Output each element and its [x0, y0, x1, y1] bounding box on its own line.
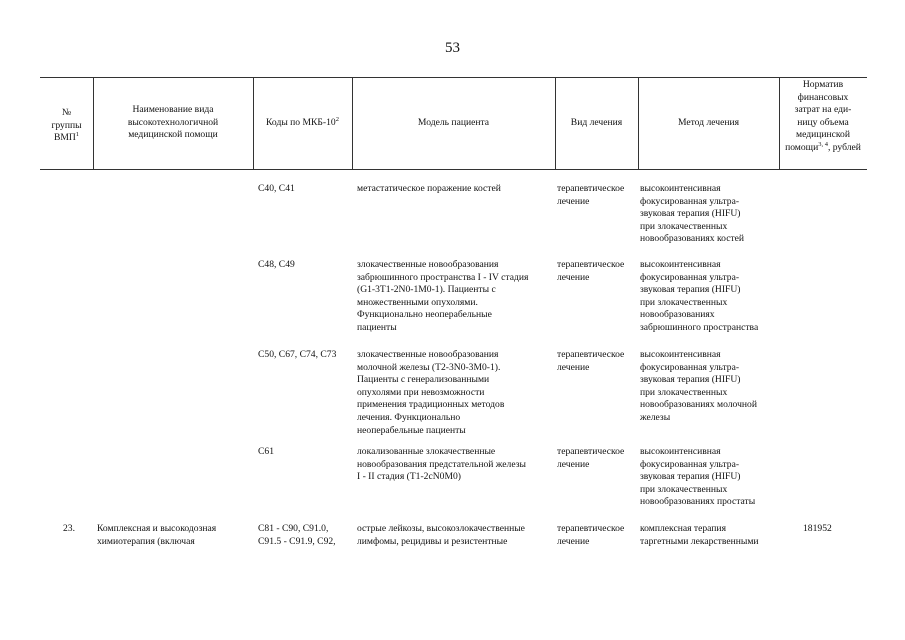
table-row-treatment-method: высокоинтенсивная фокусированная ультра- звуковая терапия (HIFU) при злокачественных новообразованиях костей [640, 183, 745, 245]
header-treatment-type: Вид лечения [570, 117, 623, 128]
table-row-financial-norm: 181952 [803, 523, 832, 534]
table-row-patient-model: острые лейкозы, высокозлокачественные лимфомы, рецидивы и резистентные [357, 523, 525, 547]
table-row-codes: C61 [258, 446, 274, 457]
table-top-border [40, 77, 867, 78]
table-row-treatment-type: терапевтическое лечение [557, 349, 625, 373]
table-row-treatment-type: терапевтическое лечение [557, 183, 625, 207]
table-row-treatment-method: комплексная терапия таргетными лекарственными [640, 523, 759, 547]
header-care-type-name: Наименование вида высокотехнологичной медицинской помощи [127, 104, 219, 141]
header-icd-codes: Коды по МКБ-$10^2$ [266, 116, 339, 128]
table-row-codes: C40, C41 [258, 183, 295, 194]
table-row-codes: C48, C49 [258, 259, 295, 270]
table-row-patient-model: злокачественные новообразования молочной железы (T2-3N0-3M0-1). Пациенты с генерализованными опухолями при невозможности применения традиционных методов лечения. Функционально неоперабельные пациенты [357, 349, 505, 436]
table-row-codes: C81 - C90, C91.0, C91.5 - C91.9, C92, [258, 523, 336, 547]
table-row-patient-model: метастатическое поражение костей [357, 183, 501, 194]
header-treatment-method: Метод лечения [677, 117, 740, 128]
table-row-patient-model: локализованные злокачественные новообразования предстательной железы I - II стадия (T1-2cN0M0) [357, 446, 526, 483]
table-row-treatment-type: терапевтическое лечение [557, 446, 625, 470]
table-row-treatment-type: терапевтическое лечение [557, 259, 625, 283]
page-number: 53 [445, 40, 460, 56]
table-row-treatment-method: высокоинтенсивная фокусированная ультра- звуковая терапия (HIFU) при злокачественных новообразованиях забрюшинного пространства [640, 259, 759, 333]
table-row-care-type-name: Комплексная и высокодозная химиотерапия (включая [97, 523, 217, 547]
table-row-treatment-method: высокоинтенсивная фокусированная ультра- звуковая терапия (HIFU) при злокачественных новообразованиях простаты [640, 446, 756, 508]
header-patient-model: Модель пациента [417, 117, 490, 128]
header-financial-norm: Норматив финансовых затрат на еди- ницу объема медицинской помощи$^{3, 4}$, рублей [785, 79, 861, 153]
table-header-bottom-border [40, 169, 867, 170]
table-row-treatment-type: терапевтическое лечение [557, 523, 625, 547]
table-row-codes: C50, C67, C74, C73 [258, 349, 337, 360]
header-group-number: № группы ВМП$^1$ [51, 107, 82, 144]
table-row-patient-model: злокачественные новообразования забрюшинного пространства I - IV стадия (G1-3T1-2N0-1M0-1). Пациенты с множественными опухолями. Функционально неоперабельные пациенты [357, 259, 529, 333]
table-row-treatment-method: высокоинтенсивная фокусированная ультра- звуковая терапия (HIFU) при злокачественных новообразованиях молочной железы [640, 349, 757, 423]
table-row-group-number: 23. [63, 523, 75, 534]
